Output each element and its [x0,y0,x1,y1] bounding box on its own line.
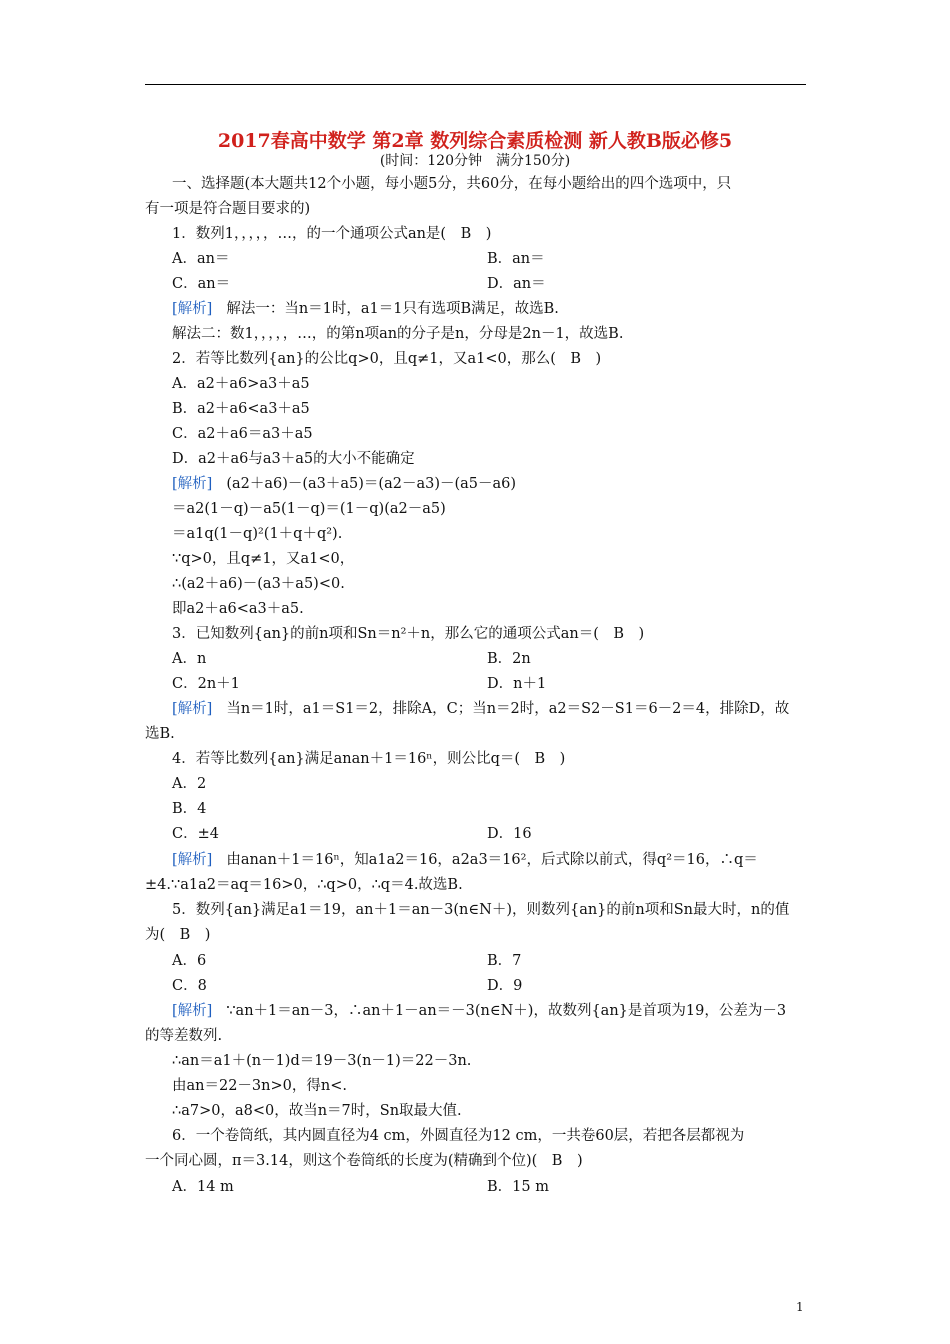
document-title: 2017春高中数学 第2章 数列综合素质检测 新人教B版必修5 [217,130,733,152]
line-text: ＝a1q(1－q)²(1＋q＋q²). [172,526,343,542]
line-text: A．an＝ [172,251,230,267]
line-text: 2．若等比数列{an}的公比q>0，且q≠1，又a1<0，那么( B ) [172,351,602,367]
text-line [172,649,206,669]
line-text: 由an＝22－3n>0，得n<. [172,1078,347,1094]
text-line [487,274,546,294]
line-text: D．16 [487,826,532,842]
text-line [172,524,342,544]
text-line [145,1151,583,1171]
text-line [172,549,354,569]
text-line [172,474,516,494]
text-line [172,976,207,996]
text-line [172,574,345,594]
line-text: ±4.∵a1a2＝aq＝16>0，∴q>0，∴q＝4.故选B. [145,877,463,893]
line-text: 由anan＋1＝16ⁿ，知a1a2＝16，a2a3＝16²，后式除以前式，得q²＝16，∴q＝ [226,852,758,868]
analysis-label: [解析] [172,852,213,868]
text-line [172,249,229,269]
analysis-label: [解析] [172,1003,213,1019]
text-line [145,875,463,895]
line-text: 解法一：当n＝1时，a1＝1只有选项B满足，故选B. [226,301,559,317]
text-line [172,749,565,769]
text-line [172,774,206,794]
text-line [172,850,758,870]
text-line [172,1051,471,1071]
text-line [172,624,644,644]
line-text: D．an＝ [487,276,546,292]
text-line [172,674,240,694]
line-text: ∵q>0，且q≠1，又a1<0， [172,551,355,567]
text-line [145,925,210,945]
line-text: ＝a2(1－q)－a5(1－q)＝(1－q)(a2－a5) [172,501,446,517]
line-text: ∵an＋1＝an－3，∴an＋1－an＝－3(n∈N＋)，故数列{an}是首项为19，公差为－3 [226,1003,787,1019]
line-text: 即a2＋a6<a3＋a5. [172,601,304,617]
text-line [172,174,731,194]
header-rule [145,84,806,85]
text-line [172,1101,462,1121]
line-text: ∴an＝a1＋(n－1)d＝19－3(n－1)＝22－3n. [172,1053,472,1069]
text-line [172,274,230,294]
line-text: B．7 [487,953,522,969]
line-text: C．±4 [172,826,219,842]
line-text: 1．数列1，，，，，…，的一个通项公式an是( B ) [172,226,492,242]
text-line [172,449,415,469]
line-text: 解法二：数1，，，，，…，的第n项an的分子是n，分母是2n－1，故选B. [172,326,624,342]
line-text: 5．数列{an}满足a1＝19，an＋1＝an－3(n∈N＋)，则数列{an}的前n项和Sn最大时，n的值 [172,902,790,918]
text-line [145,724,175,744]
document-subtitle: (时间：120分钟 满分150分) [379,153,571,169]
text-line [172,324,623,344]
line-text: C．an＝ [172,276,231,292]
line-text: 为( B ) [145,927,211,943]
line-text: D．a2＋a6与a3＋a5的大小不能确定 [172,451,415,467]
text-line [487,1177,549,1197]
line-text: 一个同心圆，π＝3.14，则这个卷筒纸的长度为(精确到个位)( B ) [145,1153,583,1169]
line-text: 的等差数列. [145,1028,223,1044]
text-line [172,824,219,844]
text-line [172,374,310,394]
text-line [172,699,789,719]
line-text: 6．一个卷筒纸，其内圆直径为4 cm，外圆直径为12 cm，一共卷60层，若把各层都视为 [172,1128,745,1144]
line-text: A．a2＋a6>a3＋a5 [172,376,310,392]
line-text: B．15 m [487,1179,549,1195]
line-text: C．a2＋a6＝a3＋a5 [172,426,313,442]
text-line [172,799,206,819]
text-line [145,1026,222,1046]
line-text: B．2n [487,651,531,667]
text-line [172,1001,786,1021]
text-line [172,424,313,444]
line-text: 有一项是符合题目要求的) [145,201,311,217]
text-line [172,349,601,369]
text-line [487,951,521,971]
line-text: B．a2＋a6<a3＋a5 [172,401,310,417]
line-text: A．2 [172,776,207,792]
line-text: 4．若等比数列{an}满足anan＋1＝16ⁿ，则公比q＝( B ) [172,751,566,767]
analysis-label: [解析] [172,701,213,717]
text-line [172,599,304,619]
line-text: A．14 m [172,1179,234,1195]
line-text: ∴a7>0，a8<0，故当n＝7时，Sn取最大值. [172,1103,462,1119]
text-line [145,199,310,219]
text-line [172,224,491,244]
text-line [487,649,531,669]
text-line [172,399,310,419]
line-text: 当n＝1时，a1＝S1＝2，排除A，C；当n＝2时，a2＝S2－S1＝6－2＝4，排除D，故 [226,701,790,717]
line-text: B．an＝ [487,251,545,267]
text-line [172,499,446,519]
text-line [487,249,545,269]
text-line [172,299,559,319]
line-text: ∴(a2＋a6)－(a3＋a5)<0. [172,576,345,592]
line-text: 3．已知数列{an}的前n项和Sn＝n²＋n，那么它的通项公式an＝( B ) [172,626,645,642]
text-line [172,900,789,920]
line-text: 选B. [145,726,175,742]
line-text: 一、选择题(本大题共12个小题，每小题5分，共60分，在每小题给出的四个选项中，只 [172,176,732,192]
line-text: A．n [172,651,207,667]
line-text: B．4 [172,801,207,817]
text-line [172,1177,234,1197]
line-text: D．9 [487,978,523,994]
line-text: C．2n＋1 [172,676,240,692]
line-text: D．n＋1 [487,676,547,692]
text-line [487,824,532,844]
text-line [172,951,206,971]
text-line [487,976,522,996]
text-line [172,1126,744,1146]
page-number: 1 [796,1300,804,1314]
text-line [487,674,546,694]
analysis-label: [解析] [172,301,213,317]
line-text: C．8 [172,978,207,994]
analysis-label: [解析] [172,476,213,492]
line-text: A．6 [172,953,207,969]
text-line [172,1076,347,1096]
line-text: (a2＋a6)－(a3＋a5)＝(a2－a3)－(a5－a6) [226,476,517,492]
